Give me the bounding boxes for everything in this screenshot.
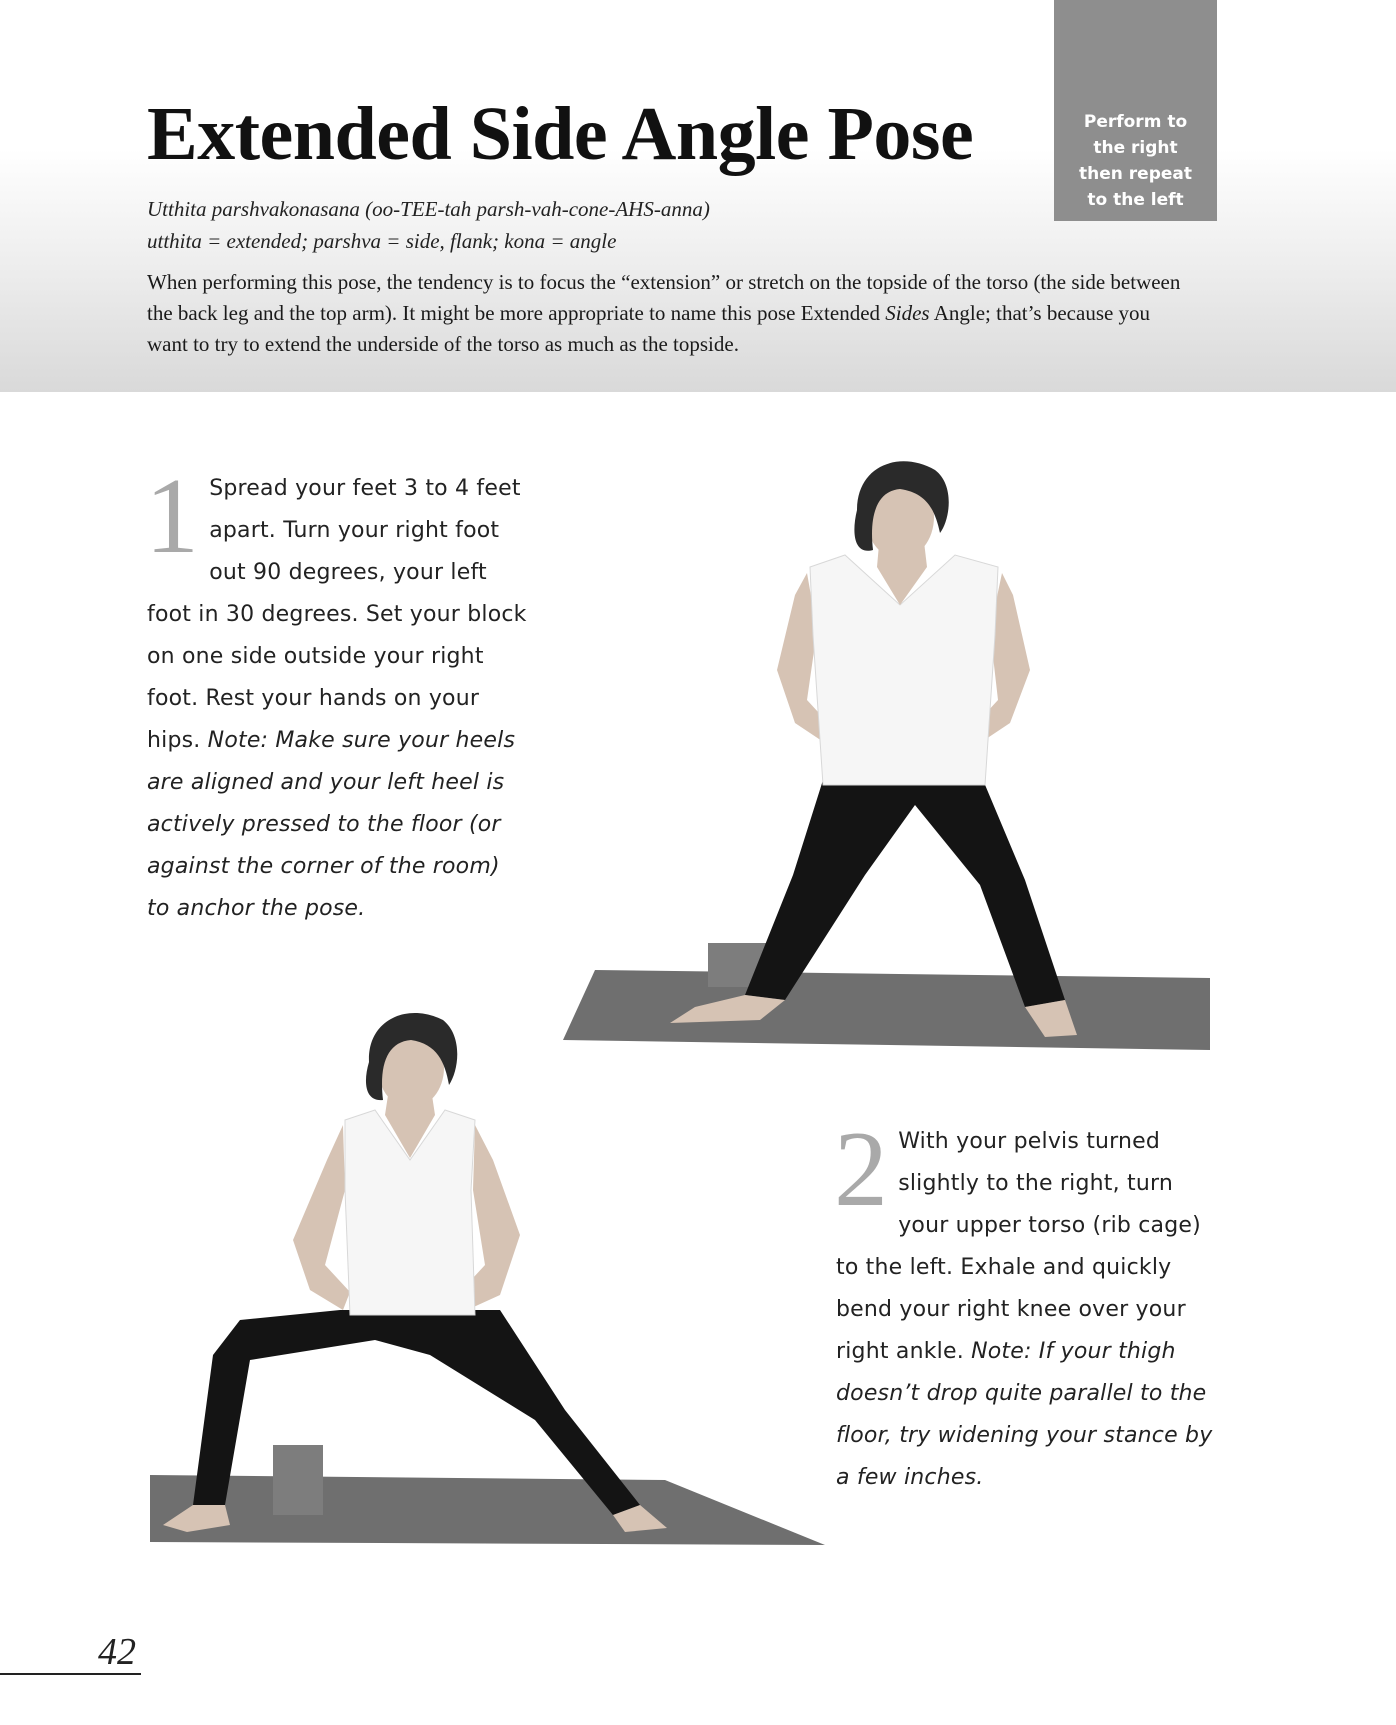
tab-line: to the left bbox=[1087, 190, 1184, 210]
tab-line: the right bbox=[1093, 138, 1178, 158]
intro-emphasis: Sides bbox=[885, 301, 930, 325]
step-number: 2 bbox=[834, 1110, 889, 1229]
sanskrit-meaning: utthita = extended; parshva = side, flank; kona = angle bbox=[147, 229, 617, 253]
pose-photo-step-2 bbox=[145, 1010, 825, 1560]
step-note: Note: If your thigh doesn’t drop quite parallel to the floor, try widening your stance by a few inches. bbox=[836, 1339, 1213, 1490]
step-1 bbox=[145, 457, 527, 930]
page-title: Extended Side Angle Pose bbox=[147, 92, 974, 176]
yoga-mat bbox=[150, 1475, 825, 1545]
step-number: 1 bbox=[145, 457, 200, 576]
step-text: Spread your feet 3 to 4 feet apart. Turn your right foot out 90 degrees, your left foot in 30 degrees. Set your block on one side outside your right foot. Rest your hands on your hips. bbox=[147, 476, 527, 753]
intro-paragraph bbox=[147, 267, 1187, 360]
intro-text: When performing this pose, the tendency is to focus the “extension” or stretch on the topside of the torso (the side between the back leg and the top arm). It might be more appropriate to name this pose Extended bbox=[147, 270, 1181, 325]
page-number: 42 bbox=[98, 1631, 136, 1673]
trousers bbox=[745, 780, 1065, 1007]
tab-line: then repeat bbox=[1079, 164, 1192, 184]
pose-photo-step-1 bbox=[555, 455, 1215, 1055]
yoga-block bbox=[273, 1445, 323, 1515]
sanskrit-pronunciation: Utthita parshvakonasana (oo-TEE-tah parsh-vah-cone-AHS-anna) bbox=[147, 197, 710, 221]
step-note: Note: Make sure your heels are aligned and your left heel is actively pressed to the floor (or against the corner of the room) to anchor the pose. bbox=[147, 728, 516, 921]
left-arm bbox=[293, 1125, 350, 1310]
step-text: With your pelvis turned slightly to the right, turn your upper torso (rib cage) to the left. Exhale and quickly bend your right knee over your right ankle. bbox=[836, 1129, 1201, 1364]
perform-side-tab bbox=[1054, 0, 1217, 221]
sanskrit-block bbox=[147, 193, 710, 257]
step-2 bbox=[834, 1110, 1216, 1499]
page-number-rule bbox=[0, 1673, 141, 1675]
tab-line: Perform to bbox=[1083, 112, 1188, 132]
intro-text-end: Angle; that’s because you want to try to extend the underside of the torso as much as the topside. bbox=[147, 301, 1151, 356]
